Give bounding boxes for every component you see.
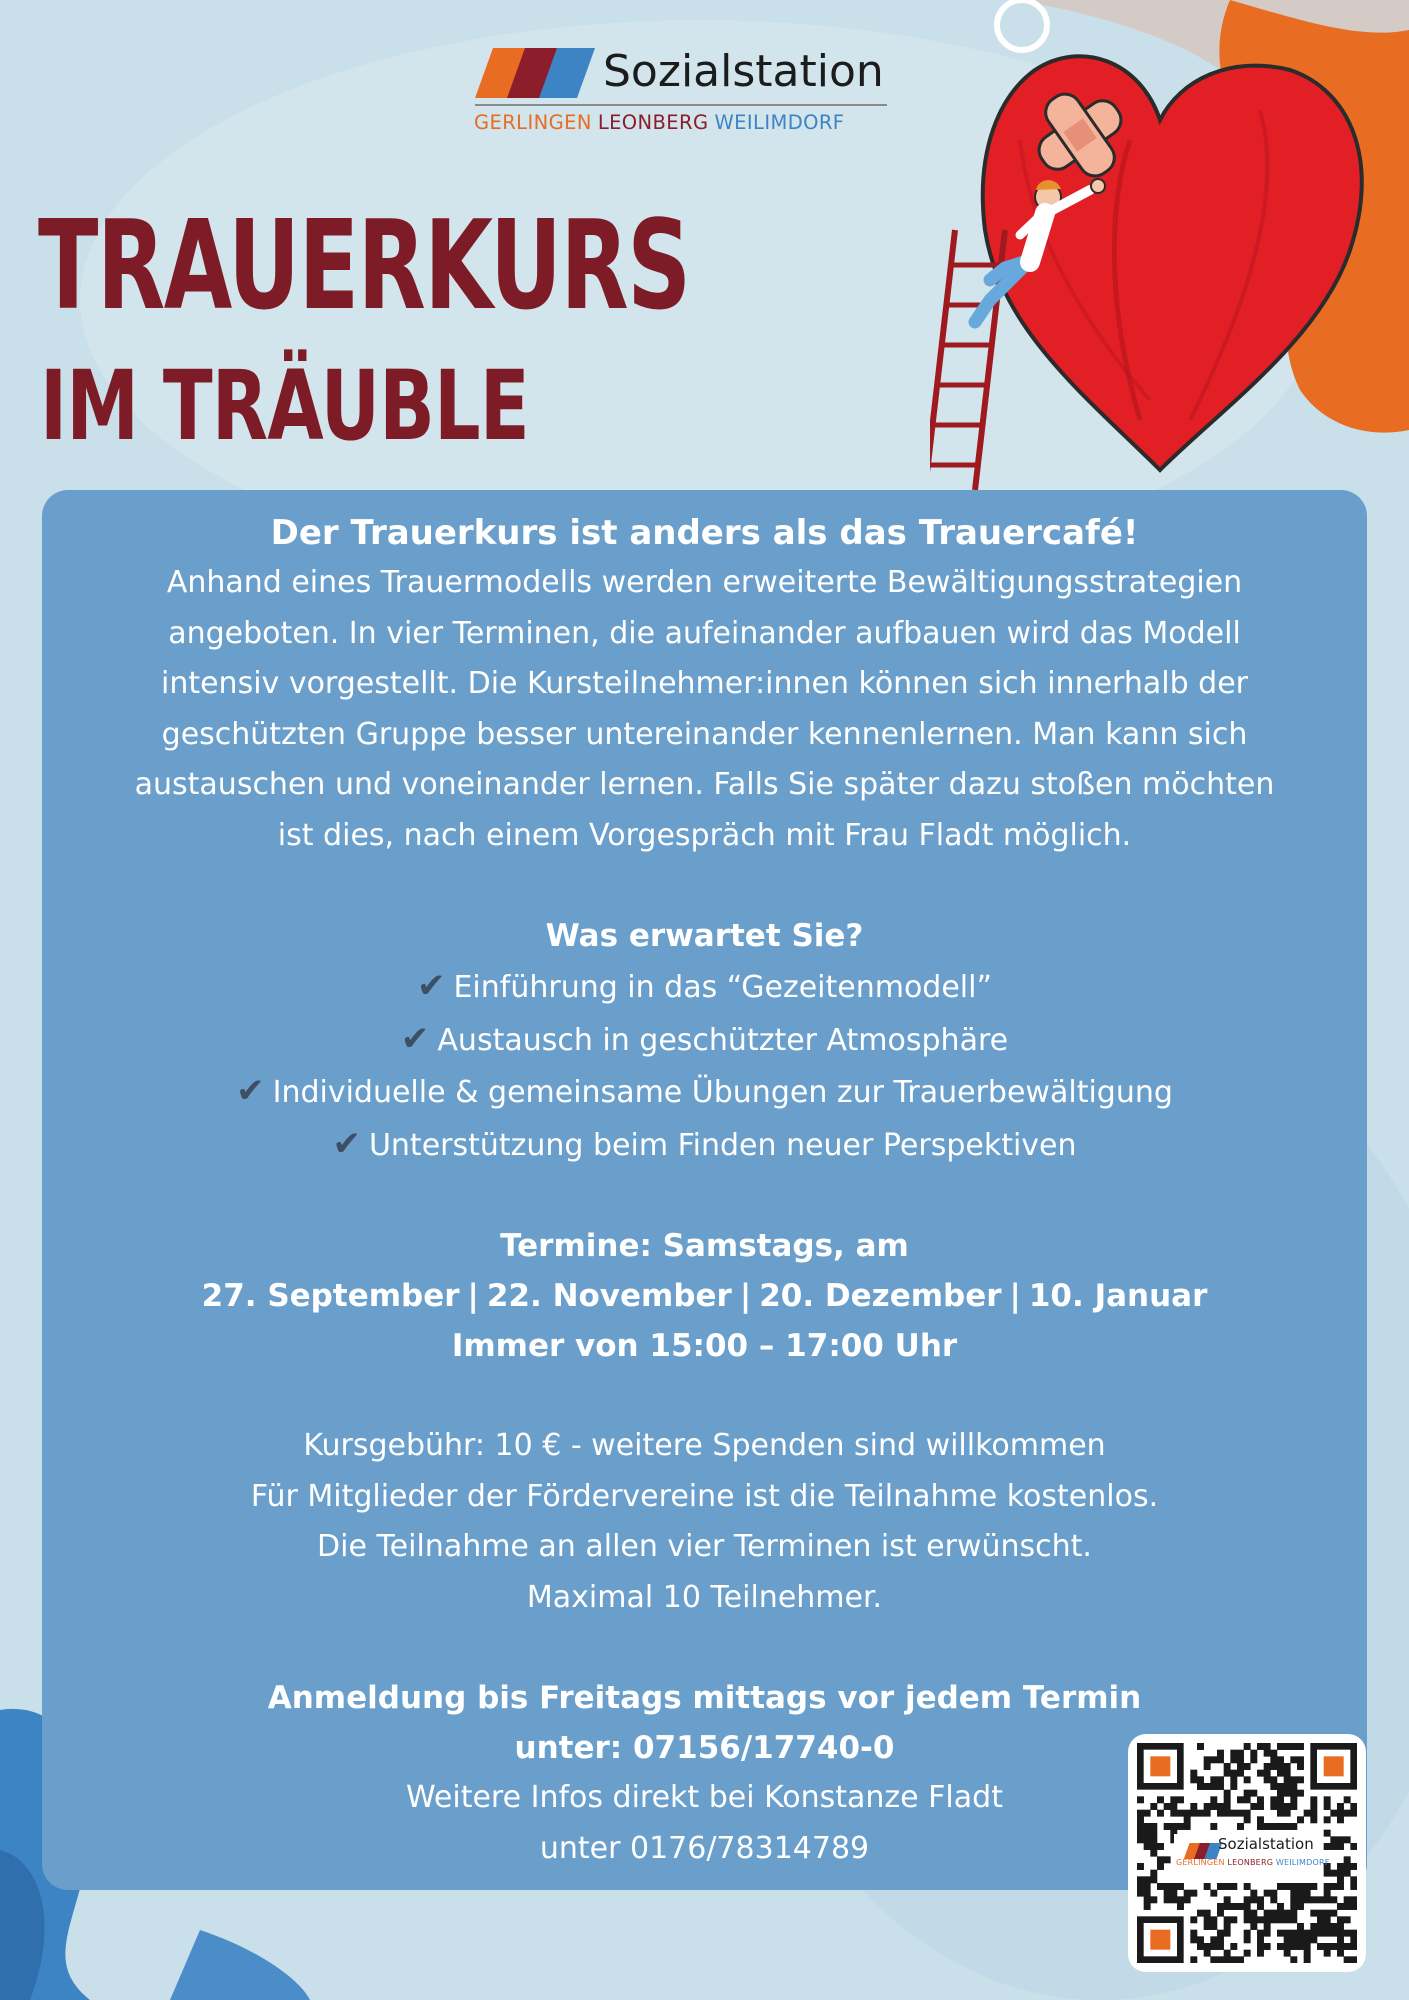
- logo-city-leonberg: LEONBERG: [597, 111, 709, 134]
- spacer: [42, 1371, 1367, 1421]
- schedule-date: 10. Januar: [1028, 1278, 1208, 1314]
- intro-line: geschützten Gruppe besser untereinander kennenlernen. Man kann sich: [161, 716, 1248, 752]
- qr-code[interactable]: [1128, 1734, 1366, 1972]
- expectation-text: Individuelle & gemeinsame Übungen zur Trauerbewältigung: [272, 1075, 1173, 1110]
- heart-illustration: [930, 0, 1409, 500]
- logo-name: Sozialstation: [603, 46, 884, 97]
- expectation-item: [42, 1014, 1367, 1067]
- schedule-date: 20. Dezember: [759, 1278, 1002, 1314]
- schedule-time: Immer von 15:00 – 17:00 Uhr: [451, 1328, 958, 1364]
- expectation-text: Unterstützung beim Finden neuer Perspektiven: [368, 1127, 1077, 1163]
- schedule-date: 22. November: [486, 1278, 732, 1314]
- fee-line: Für Mitglieder der Fördervereine ist die Teilnahme kostenlos.: [250, 1478, 1159, 1514]
- page-title: TRAUERKURS: [38, 195, 690, 338]
- intro-line: Anhand eines Trauermodells werden erweiterte Bewältigungsstrategien: [166, 565, 1243, 600]
- schedule-date: 27. September: [201, 1278, 460, 1314]
- intro-line: intensiv vorgestellt. Die Kursteilnehmer:innen können sich innerhalb der: [160, 666, 1248, 701]
- schedule-dates: [42, 1271, 1367, 1321]
- logo-cities: [474, 111, 850, 134]
- panel-content: [42, 508, 1367, 1874]
- expectation-text: Einführung in das “Gezeitenmodell”: [453, 970, 993, 1005]
- logo-stripes-icon: [1183, 1843, 1223, 1859]
- spacer: [42, 1623, 1367, 1673]
- logo-city-weilimdorf: WEILIMDORF: [714, 111, 845, 134]
- checkmark-icon: ✔: [400, 1018, 430, 1059]
- date-separator: |: [467, 1278, 479, 1314]
- intro-line: austauschen und voneinander lernen. Falls Sie später dazu stoßen möchten: [134, 767, 1275, 802]
- page-subtitle: IM TRÄUBLE: [40, 350, 529, 462]
- logo-city-gerlingen: GERLINGEN: [474, 111, 592, 134]
- fee-line: Maximal 10 Teilnehmer.: [526, 1579, 883, 1615]
- qr-logo-city: WEILIMDORF: [1275, 1858, 1330, 1867]
- spacer: [42, 1171, 1367, 1221]
- expectation-item: [42, 961, 1367, 1014]
- info-phone: unter 0176/78314789: [539, 1830, 870, 1866]
- fee-line: Die Teilnahme an allen vier Terminen ist erwünscht.: [317, 1529, 1092, 1564]
- expectation-item: [42, 1066, 1367, 1119]
- expectation-item: [42, 1119, 1367, 1172]
- registration-phone: unter: 07156/17740-0: [514, 1730, 895, 1766]
- schedule-title: Termine: Samstags, am: [500, 1228, 909, 1264]
- fee-line: Kursgebühr: 10 € - weitere Spenden sind willkommen: [303, 1428, 1106, 1463]
- qr-logo-name: Sozialstation: [1218, 1835, 1314, 1853]
- checkmark-icon: ✔: [332, 1123, 361, 1164]
- date-separator: |: [739, 1278, 752, 1314]
- checkmark-icon: ✔: [236, 1071, 265, 1111]
- qr-logo-city: LEONBERG: [1227, 1858, 1274, 1867]
- qr-logo: [1174, 1834, 1330, 1874]
- qr-logo-cities: [1176, 1858, 1330, 1867]
- intro-headline: Der Trauerkurs ist anders als das Trauercafé!: [270, 513, 1139, 553]
- organization-logo: [470, 48, 890, 138]
- intro-line: ist dies, nach einem Vorgespräch mit Frau Fladt möglich.: [277, 817, 1132, 853]
- spacer: [42, 861, 1367, 911]
- expectations-title: Was erwartet Sie?: [545, 918, 864, 954]
- logo-stripes-icon: [475, 48, 595, 98]
- qr-logo-city: GERLINGEN: [1176, 1858, 1225, 1867]
- logo-divider: [475, 104, 887, 106]
- date-separator: |: [1009, 1278, 1021, 1314]
- registration-deadline: Anmeldung bis Freitags mittags vor jedem Termin: [267, 1680, 1142, 1716]
- intro-line: angeboten. In vier Terminen, die aufeinander aufbauen wird das Modell: [168, 615, 1241, 651]
- info-contact: Weitere Infos direkt bei Konstanze Fladt: [406, 1780, 1003, 1815]
- checkmark-icon: ✔: [416, 966, 446, 1006]
- expectation-text: Austausch in geschützter Atmosphäre: [437, 1022, 1009, 1058]
